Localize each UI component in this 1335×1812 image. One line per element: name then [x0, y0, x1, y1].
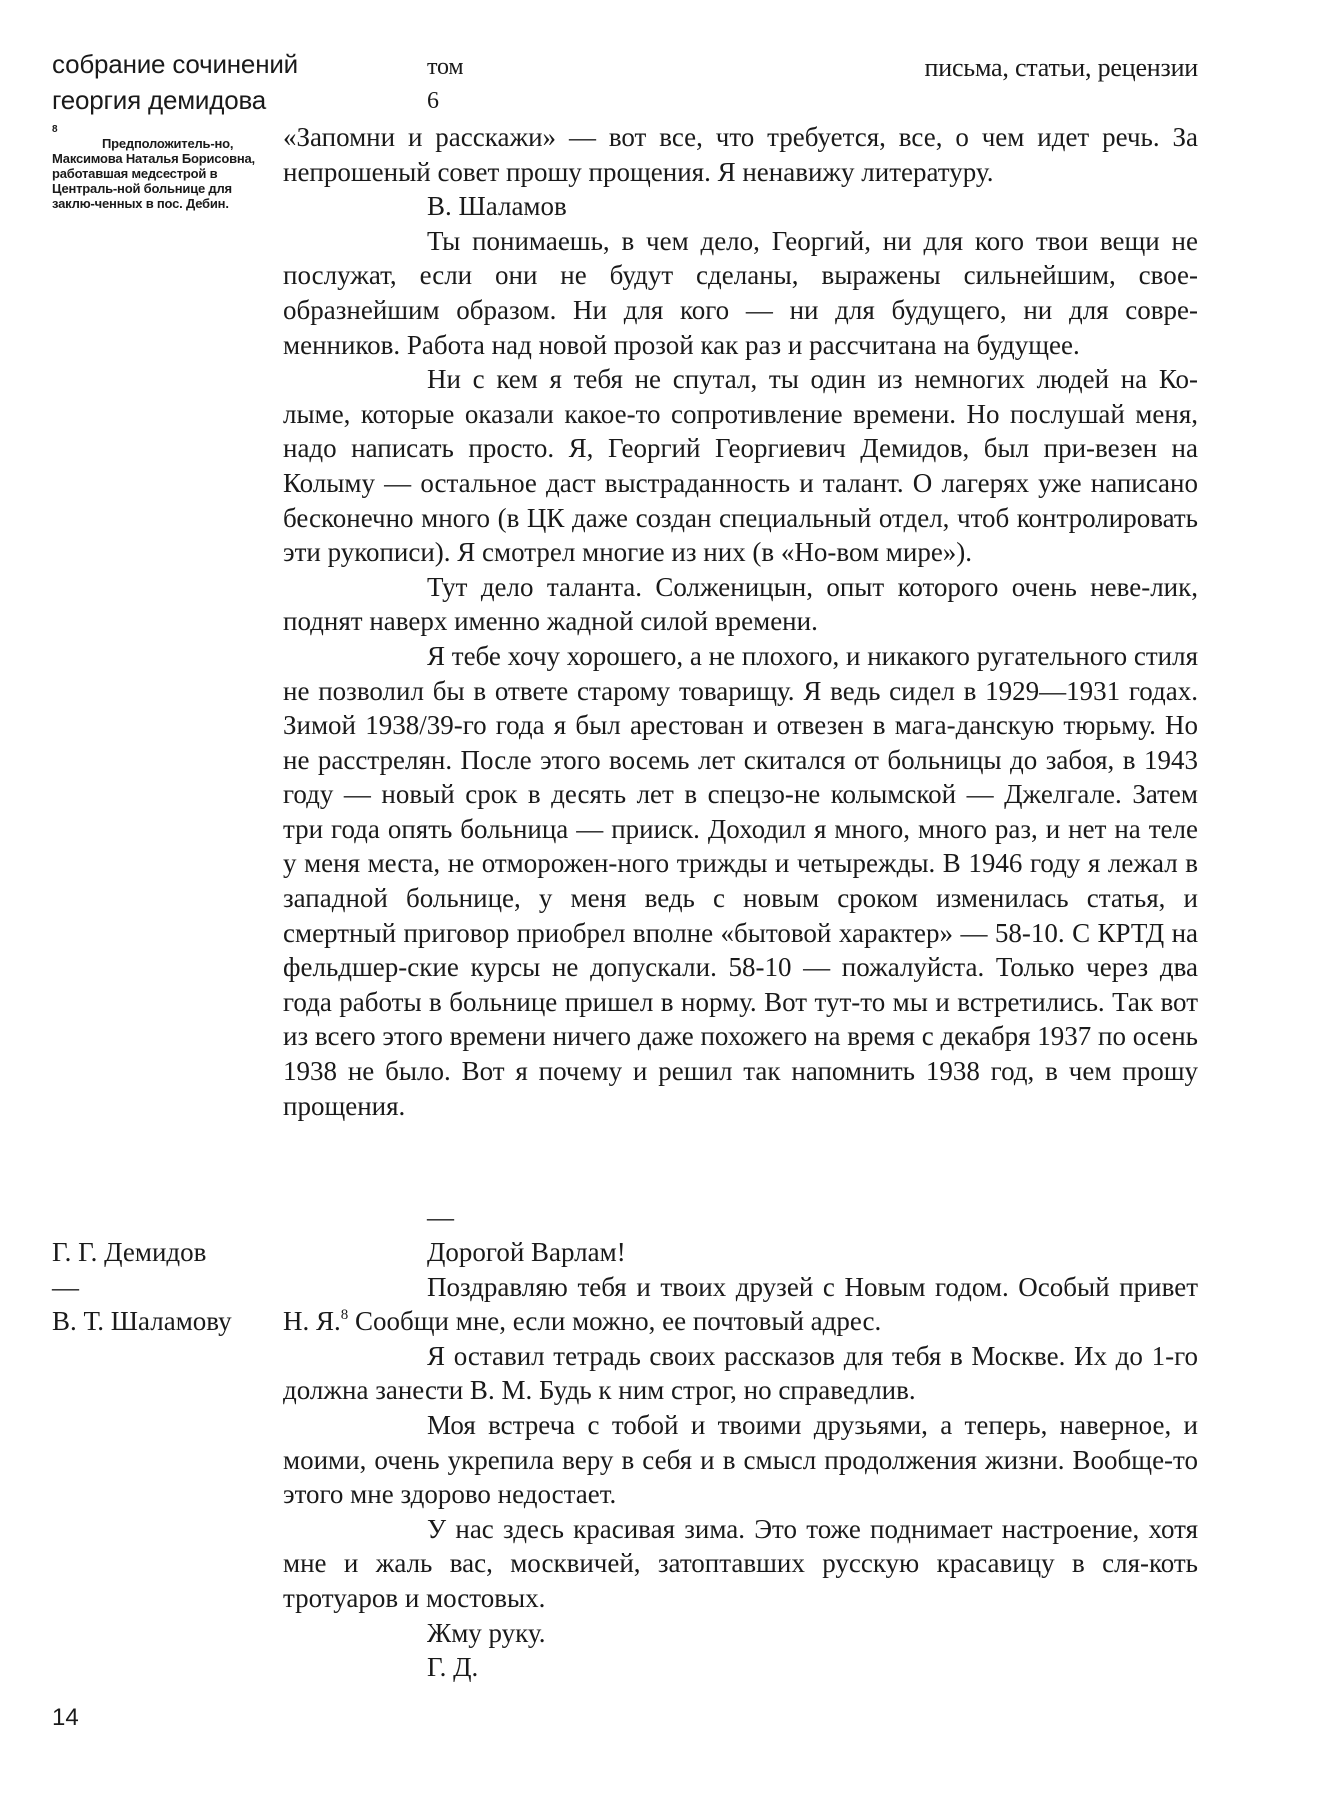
letter1-signature: В. Шаламов — [427, 191, 567, 222]
footnote — [52, 124, 267, 211]
page-number: 14 — [52, 1704, 79, 1731]
volume-number: 6 — [427, 88, 439, 114]
footnote-reference: 8 — [340, 1307, 349, 1324]
letter2-body — [283, 1235, 1198, 1685]
letter2-signature: Г. Д. — [427, 1652, 479, 1683]
letter2-paragraph: Я оставил тетрадь своих рассказов для тебя в Москве. Их до 1-го должна занести В. М. Будь к ним строг, но справедлив. — [283, 1340, 1198, 1406]
letter2-salutation: Дорогой Варлам! — [427, 1237, 626, 1267]
address-from: Г. Г. Демидов — [52, 1237, 207, 1267]
letter-separator: — — [427, 1202, 454, 1232]
letter1-paragraph: Ты понимаешь, в чем дело, Георгий, ни для кого твои вещи не послужат, если они не будут сделаны, выражены сильнейшим, свое-образнейшим образом. Ни для кого — ни для будущего, ни для совре-менников. Работа над новой прозой как раз и рассчитана на будущее. — [283, 225, 1198, 360]
volume-info — [427, 50, 463, 118]
letter1-body — [283, 120, 1198, 1123]
letter1-paragraph: «Запомни и расскажи» — вот все, что требуется, все, о чем идет речь. За непрошеный совет прошу прощения. Я ненавижу литературу. — [283, 122, 1198, 187]
letter2-p1-text-end: Сообщи мне, если можно, ее почтовый адрес. — [348, 1306, 882, 1337]
collection-title-line2: георгия демидова — [52, 85, 267, 115]
collection-title-line1: собрание сочинений — [52, 49, 299, 79]
letter1-paragraph: Я тебе хочу хорошего, а не плохого, и никакого ругательного стиля не позволил бы в ответе старому товарищу. Я ведь сидел в 1929—1931 годах. Зимой 1938/39-го года я был арестован и отвезен в мага-данскую тюрьму. Но не расстрелян. После этого восемь лет скитался от больницы до забоя, в 1943 году — новый срок в десять лет в спецзо-не колымской — Джелгале. Затем три года опять больница — прииск. Доходил я много, много раз, и нет на теле у меня места, не отморожен-ного трижды и четырежды. В 1946 году я лежал в западной больнице, у меня ведь с новым сроком изменилась статья, и смертный приговор приобрел вполне «бытовой характер» — 58-10. С КРТД на фельдшер-ские курсы не допускали. 58-10 — пожалуйста. Только через два года работы в больнице пришел в норму. Вот тут-то мы и встретились. Так вот из всего этого времени ничего даже похожего на время с декабря 1937 по осень 1938 не было. Вот я почему и решил так напомнить 1938 год, в чем прошу прощения. — [283, 640, 1198, 1121]
footnote-text: Предположитель-но, Максимова Наталья Борисовна, работавшая медсестрой в Централь-ной больнице для заклю-ченных в пос. Дебин. — [52, 136, 255, 211]
letter1-paragraph: Ни с кем я тебя не спутал, ты один из немногих людей на Ко-лыме, которые оказали какое-то сопротивление времени. Но послушай меня, надо написать просто. Я, Георгий Георгиевич Демидов, был при-везен на Колыму — остальное даст выстраданность и талант. О лагерях уже написано бесконечно много (в ЦК даже создан специальный отдел, чтоб контролировать эти рукописи). Я смотрел многие из них (в «Но-вом мире»). — [283, 364, 1198, 568]
letter2-paragraph: У нас здесь красивая зима. Это тоже поднимает настроение, хотя мне и жаль вас, москвичей, затоптавших русскую красавицу в сля-коть тротуаров и мостовых. — [283, 1513, 1198, 1613]
address-to: В. Т. Шаламову — [52, 1306, 232, 1337]
address-dash: — — [52, 1271, 79, 1302]
margin-address — [52, 1235, 232, 1339]
collection-title — [52, 46, 298, 118]
section-title: письма, статьи, рецензии — [924, 53, 1198, 82]
letter2-paragraph — [283, 1270, 1198, 1339]
letter2-closing: Жму руку. — [427, 1617, 546, 1648]
letter1-paragraph: Тут дело таланта. Солженицын, опыт которого очень неве-лик, поднят наверх именно жадной силой времени. — [283, 571, 1198, 637]
letter2-paragraph: Моя встреча с тобой и твоими друзьями, а теперь, наверное, и моими, очень укрепила веру в себя и в смысл продолжения жизни. Вообще-то этого мне здорово недостает. — [283, 1409, 1198, 1510]
letter2-p1-text: Поздравляю тебя и твоих друзей с Новым годом. Особый привет Н. Я. — [283, 1271, 1198, 1337]
volume-label: том — [427, 54, 464, 80]
footnote-number: 8 — [52, 124, 58, 135]
